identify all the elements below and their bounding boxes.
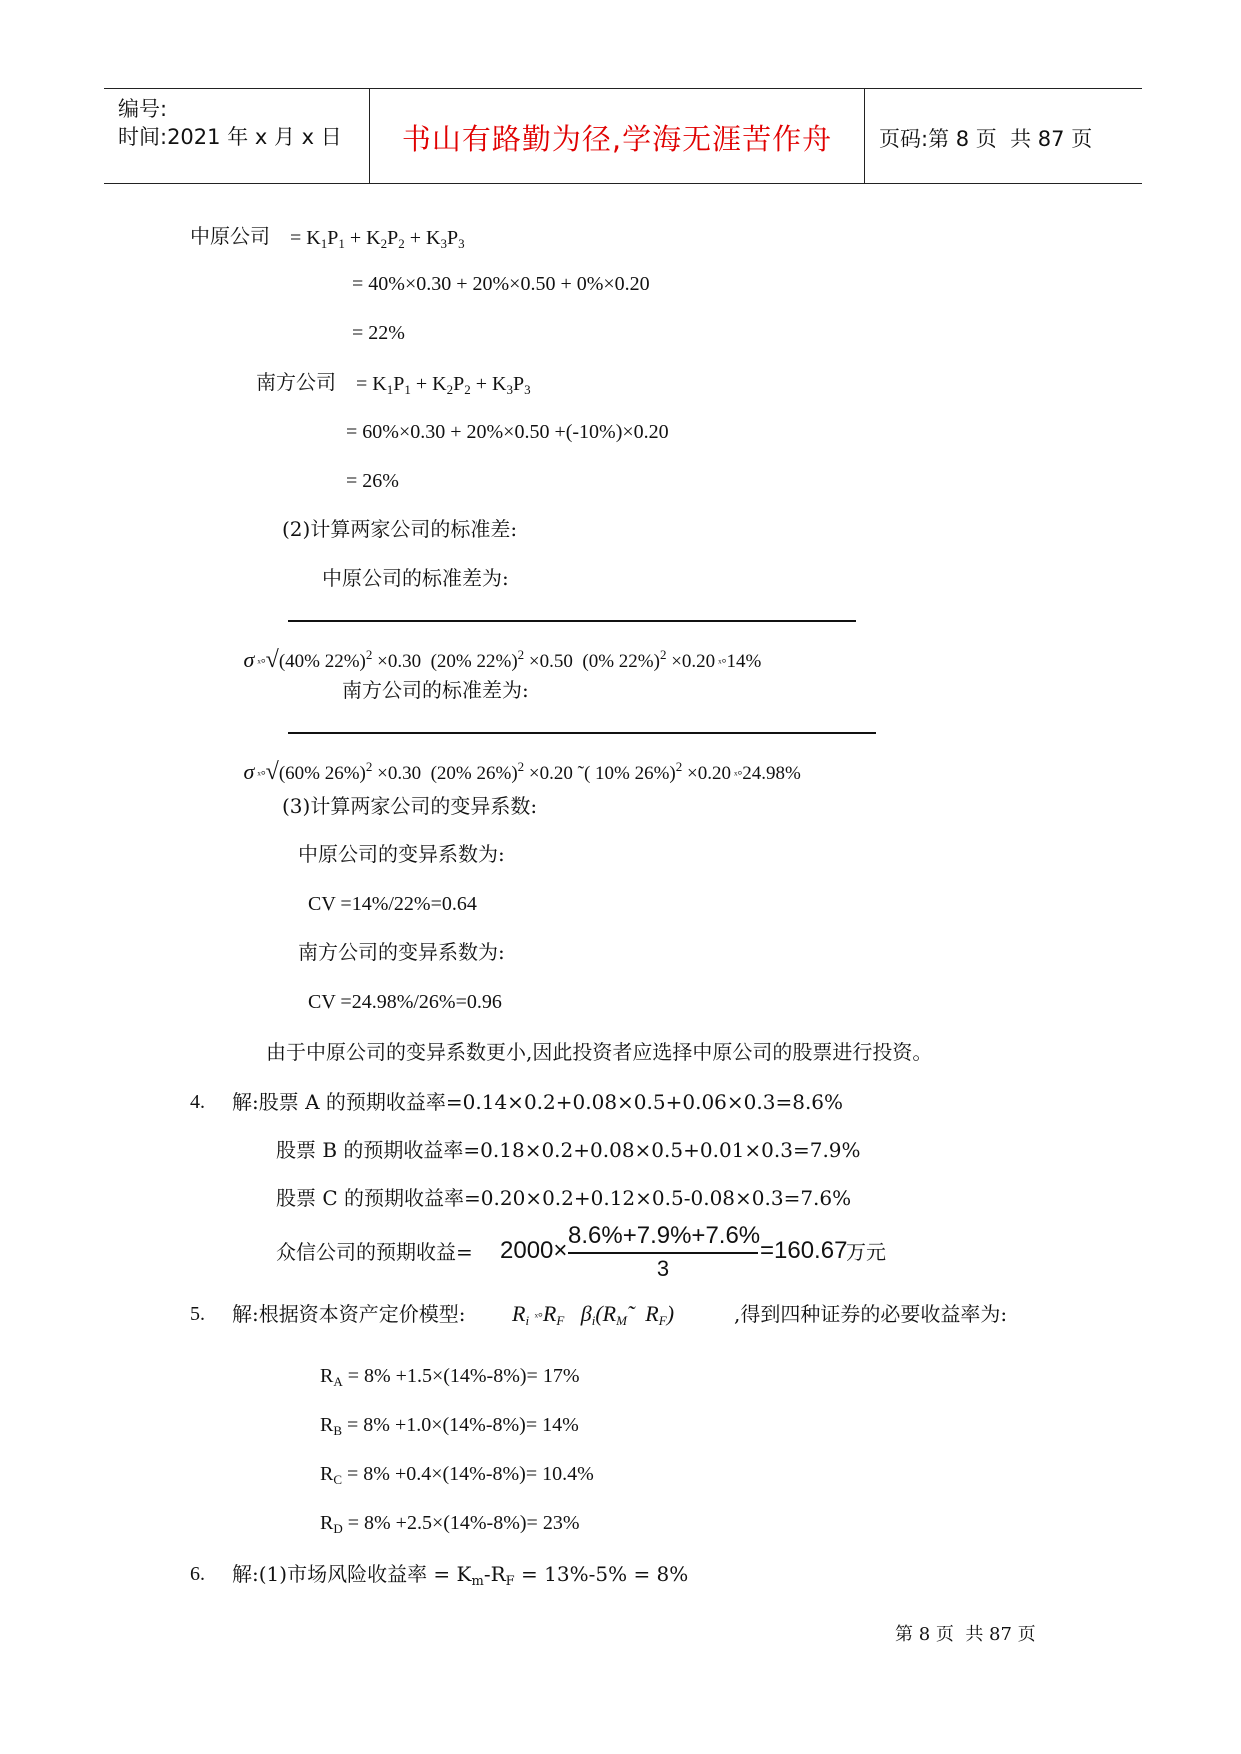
q4-portfolio-factor: 2000× [500,1237,568,1264]
header-page-number: 页码:第 8 页 共 87 页 [879,127,1093,151]
nf-sqrt-bar [288,732,876,734]
nf-sd-label: 南方公司的标准差为: [342,678,529,702]
q4-number: 4. [190,1091,205,1113]
q6-number: 6. [190,1563,205,1585]
q6-text-c: = 13%-5% = 8% [514,1562,689,1586]
header-page-cell [865,89,1142,183]
nf-sd-formula: σ ˣ°√(60% 26%)$^2$ ×0.30 (20% 26%)$^2$ ×0.20 ˜( 10% 26%)$^2$ ×0.20 ˣ°24.98% [243,759,801,785]
q6-text-b: -R [483,1562,506,1586]
nf-sd-term-1: (60% 26%) [278,763,366,784]
zy-cv-value: CV =14%/22%=0.64 [308,893,477,915]
rc-line: $R_C = 8\% +0.4\times(14\%-8\%)= 10.4\%$ [320,1463,594,1487]
page-footer: 第 8 页 共 87 页 [895,1624,1036,1645]
header-motto-cell [370,89,865,183]
document-date: 时间:2021 年 x 月 x 日 [118,125,342,149]
q5-number: 5. [190,1303,205,1325]
rd-line: $R_D = 8\% +2.5\times(14\%-8\%)= 23\%$ [320,1512,580,1536]
q4-fraction [568,1222,761,1282]
zy-result: = 22% [352,322,405,344]
nf-sd-term-5: ( 10% 26%) [583,763,676,784]
zy-sd-term-2: ×0.30 [377,651,422,672]
nf-cv-label: 南方公司的变异系数为: [298,940,505,964]
sigma-symbol-2: σ [243,759,255,784]
rd-value: = 8% +2.5×(14%-8%)= 23% [347,1512,580,1534]
zy-calc: = 40%×0.30 + 20%×0.50 + 0%×0.20 [352,273,650,295]
ra-line: $R_A = 8\% +1.5\times(14\%-8\%)= 17\%$ [320,1365,580,1389]
header-motto: 书山有路勤为径,学海无涯苦作舟 [401,122,833,156]
nf-label: 南方公司 [256,370,336,394]
zy-sqrt-bar [288,620,856,622]
ra-value: = 8% +1.5×(14%-8%)= 17% [347,1365,580,1387]
nf-formula: = $K_1P_1 + K_2P_2 + K_3P_3$ [356,373,531,397]
nf-sd-result: 24.98% [742,763,801,784]
zy-sd-formula: σ ˣ°√(40% 22%)$^2$ ×0.30 (20% 22%)$^2$ ×0.50 (0% 22%)$^2$ ×0.20 ˣ°14% [243,647,762,673]
sigma-symbol: σ [243,647,255,672]
q6-text-a: 解:(1)市场风险收益率 = K [232,1562,472,1586]
conclusion-text: 由于中原公司的变异系数更小,因此投资者应选择中原公司的股票进行投资。 [266,1040,933,1064]
q6-text: 解:(1)市场风险收益率 = $K_m-R_F = 13\%-5\% = 8\%$ [232,1562,689,1589]
nf-calc: = 60%×0.30 + 20%×0.50 +(-10%)×0.20 [346,421,669,443]
zy-sd-label: 中原公司的标准差为: [322,566,509,590]
nf-sd-term-6: ×0.20 [687,763,731,784]
q4-portfolio-result: =160.67 [760,1237,848,1264]
nf-sd-term-4: ×0.20 [528,763,573,784]
q4-portfolio-label: 众信公司的预期收益= [276,1240,473,1264]
q4-fraction-bar [568,1252,758,1254]
q5-intro: 解:根据资本资产定价模型: [232,1302,466,1326]
section-2-heading: (2)计算两家公司的标准差: [282,517,518,541]
q4-fraction-denominator: 3 [656,1255,670,1281]
zy-sd-term-1: (40% 22%) [278,651,366,672]
zy-sd-term-5: (0% 22%) [582,651,660,672]
document-number-label: 编号: [118,97,168,121]
nf-sd-term-3: (20% 26%) [430,763,518,784]
q4-stock-a: 解:股票 A 的预期收益率=0.14×0.2+0.08×0.5+0.06×0.3=8.6% [232,1090,844,1114]
nf-sd-term-2: ×0.30 [377,763,422,784]
nf-cv-value: CV =24.98%/26%=0.96 [308,991,502,1013]
rc-value: = 8% +0.4×(14%-8%)= 10.4% [347,1463,594,1485]
zy-sd-term-6: ×0.20 [671,651,716,672]
section-3-heading: (3)计算两家公司的变异系数: [282,794,538,818]
nf-result: = 26% [346,470,399,492]
q4-portfolio-unit: 万元 [846,1240,886,1264]
zy-cv-label: 中原公司的变异系数为: [298,842,505,866]
header-meta [104,89,370,183]
zy-formula: = $K_1P_1 + K_2P_2 + K_3P_3$ [290,227,465,251]
zy-label: 中原公司 [190,224,270,248]
zy-sd-term-4: ×0.50 [528,651,573,672]
rb-line: $R_B = 8\% +1.0\times(14\%-8\%)= 14\%$ [320,1414,579,1438]
q4-stock-b: 股票 B 的预期收益率=0.18×0.2+0.08×0.5+0.01×0.3=7.9% [276,1138,861,1162]
page-header [104,88,1142,184]
q5-intro-tail: ,得到四种证券的必要收益率为: [734,1302,1008,1326]
q4-fraction-numerator: 8.6%+7.9%+7.6% [568,1222,761,1249]
zy-sd-term-3: (20% 22%) [430,651,518,672]
q4-stock-c: 股票 C 的预期收益率=0.20×0.2+0.12×0.5-0.08×0.3=7.6% [276,1186,852,1210]
capm-formula: $R_i$ $ˣ^\circ R_F$ $\beta_i(R_M˜$ $R_F$) [512,1301,675,1328]
rb-value: = 8% +1.0×(14%-8%)= 14% [347,1414,579,1436]
zy-sd-result: 14% [726,651,762,672]
